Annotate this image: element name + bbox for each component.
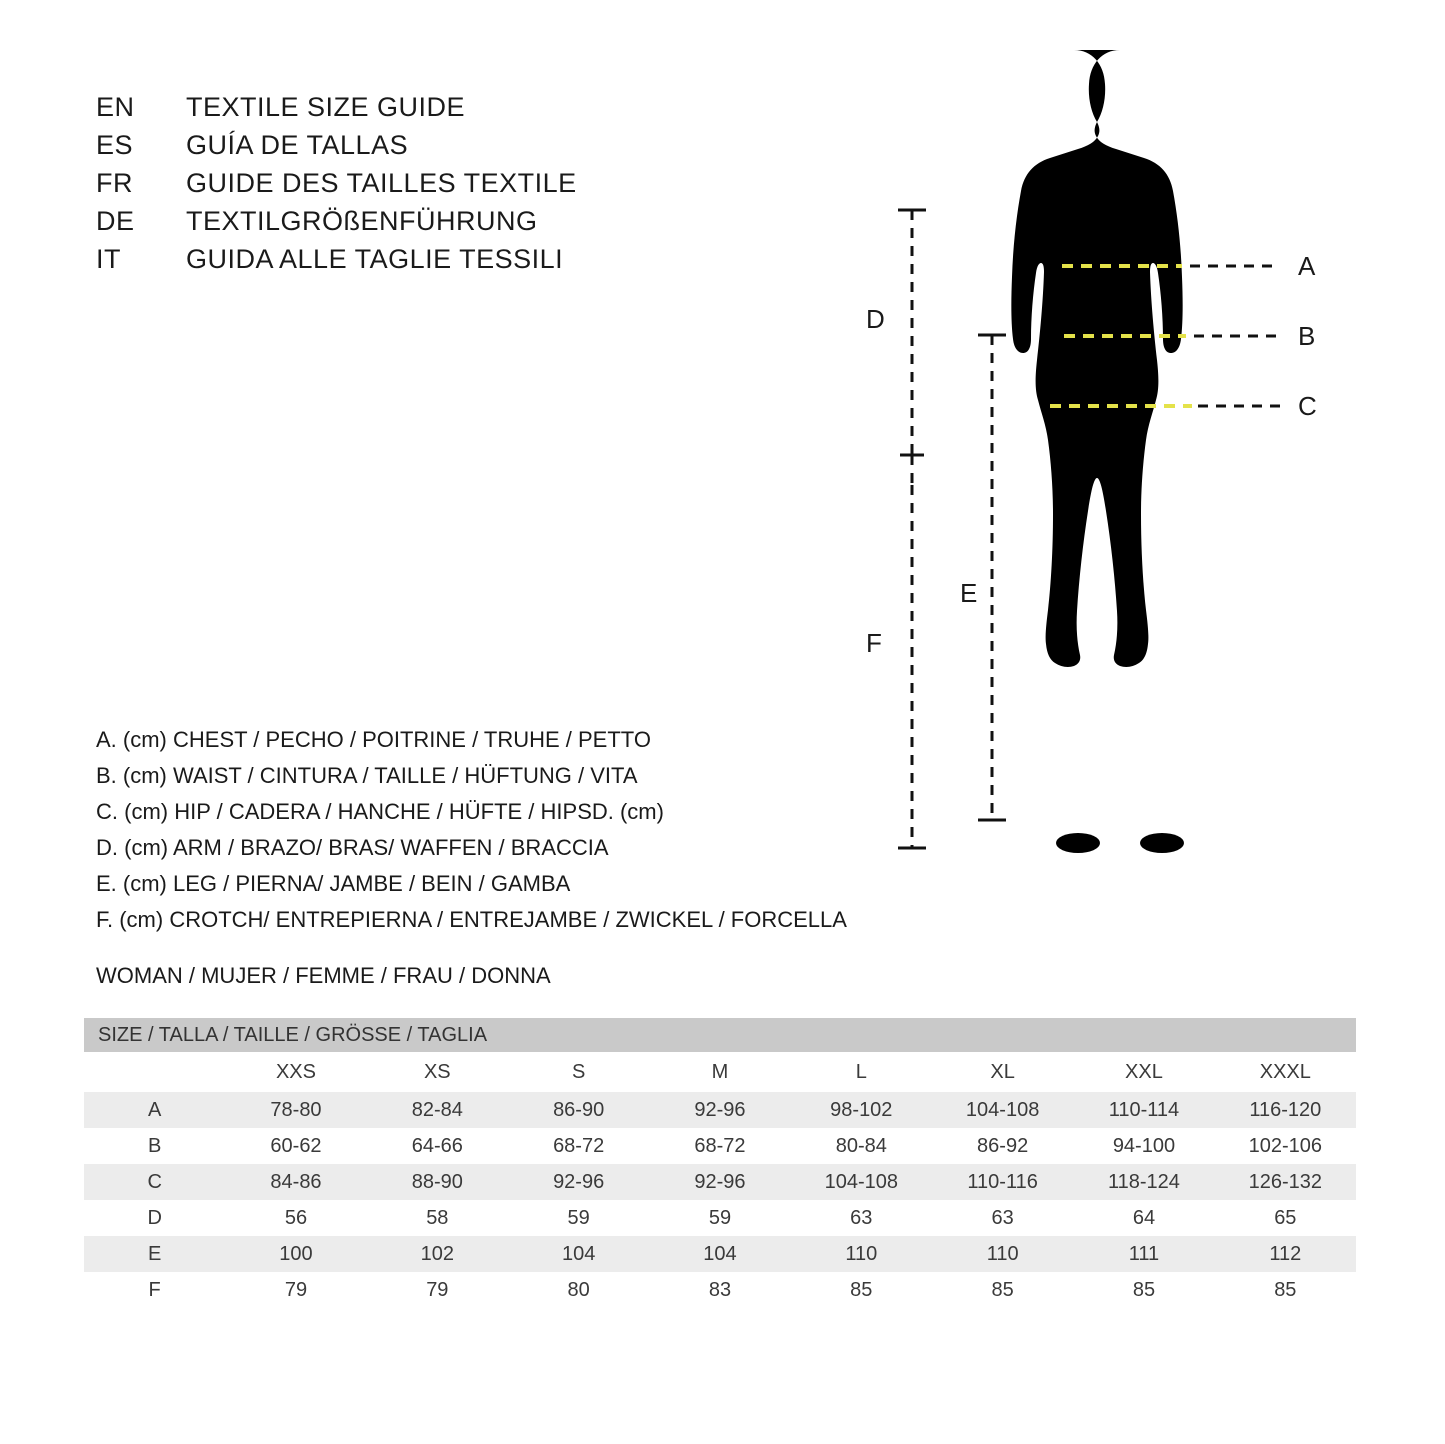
cell-c-m: 92-96 [649,1164,790,1200]
title-text-it: GUIDA ALLE TAGLIE TESSILI [186,244,564,274]
row-label-b: B [84,1128,225,1164]
cell-c-xl: 110-116 [932,1164,1073,1200]
cell-a-m: 92-96 [649,1092,790,1128]
cell-d-s: 59 [508,1200,649,1236]
size-table-wrapper [84,1018,1356,1308]
cell-f-m: 83 [649,1272,790,1308]
cell-c-xxs: 84-86 [225,1164,366,1200]
legend-block [96,722,896,938]
cell-c-xxl: 118-124 [1073,1164,1214,1200]
cell-e-xl: 110 [932,1236,1073,1272]
cell-b-xs: 64-66 [367,1128,508,1164]
cell-d-l: 63 [791,1200,932,1236]
cell-b-s: 68-72 [508,1128,649,1164]
size-table [84,1018,1356,1308]
table-row [84,1200,1356,1236]
size-col-s: S [508,1052,649,1092]
cell-b-xl: 86-92 [932,1128,1073,1164]
measurement-leaders [1190,266,1280,406]
cell-d-xxxl: 65 [1215,1200,1356,1236]
table-header-row [84,1018,1356,1052]
cell-f-xs: 79 [367,1272,508,1308]
size-col-xxxl: XXXL [1215,1052,1356,1092]
size-col-m: M [649,1052,790,1092]
title-text-es: GUÍA DE TALLAS [186,130,409,160]
measurement-labels [1298,251,1317,421]
cell-a-s: 86-90 [508,1092,649,1128]
cell-d-m: 59 [649,1200,790,1236]
row-label-c: C [84,1164,225,1200]
size-col-xxl: XXL [1073,1052,1214,1092]
label-F: F [866,628,882,658]
cell-a-xs: 82-84 [367,1092,508,1128]
bracket-F [898,485,926,848]
row-label-a: A [84,1092,225,1128]
bracket-D [898,210,926,485]
cell-d-xxs: 56 [225,1200,366,1236]
title-row-it [96,244,716,282]
label-A: A [1298,251,1316,281]
title-lang-fr: FR [96,168,133,198]
cell-a-l: 98-102 [791,1092,932,1128]
cell-f-s: 80 [508,1272,649,1308]
title-block [96,92,716,282]
cell-c-s: 92-96 [508,1164,649,1200]
body-measurement-diagram [820,40,1400,920]
title-row-fr [96,168,716,206]
cell-f-l: 85 [791,1272,932,1308]
legend-item-c: C. (cm) HIP / CADERA / HANCHE / HÜFTE / HIPSD. (cm) [96,799,664,824]
table-row [84,1236,1356,1272]
table-sizes-row [84,1052,1356,1092]
cell-e-l: 110 [791,1236,932,1272]
cell-b-l: 80-84 [791,1128,932,1164]
cell-a-xxs: 78-80 [225,1092,366,1128]
cell-d-xs: 58 [367,1200,508,1236]
table-row [84,1272,1356,1308]
size-col-xs: XS [367,1052,508,1092]
label-E: E [960,578,978,608]
title-row-de [96,206,716,244]
cell-b-xxl: 94-100 [1073,1128,1214,1164]
table-header-label: SIZE / TALLA / TAILLE / GRÖSSE / TAGLIA [84,1018,1356,1052]
title-text-de: TEXTILGRÖßENFÜHRUNG [186,206,538,236]
gender-label: WOMAN / MUJER / FEMME / FRAU / DONNA [96,963,551,988]
title-lang-de: DE [96,206,135,236]
cell-d-xxl: 64 [1073,1200,1214,1236]
cell-e-m: 104 [649,1236,790,1272]
cell-b-xxxl: 102-106 [1215,1128,1356,1164]
title-row-es [96,130,716,168]
table-row [84,1164,1356,1200]
title-lang-en: EN [96,92,135,122]
title-text-en: TEXTILE SIZE GUIDE [186,92,466,122]
cell-e-xs: 102 [367,1236,508,1272]
legend-item-f: F. (cm) CROTCH/ ENTREPIERNA / ENTREJAMBE / ZWICKEL / FORCELLA [96,907,847,932]
title-lang-it: IT [96,244,121,274]
cell-e-xxs: 100 [225,1236,366,1272]
title-text-fr: GUIDE DES TAILLES TEXTILE [186,168,577,198]
table-row [84,1092,1356,1128]
sizes-row-corner [84,1052,225,1092]
cell-e-s: 104 [508,1236,649,1272]
legend-item-b: B. (cm) WAIST / CINTURA / TAILLE / HÜFTUNG / VITA [96,763,638,788]
title-row-en [96,92,716,130]
size-col-xxs: XXS [225,1052,366,1092]
cell-a-xxxl: 116-120 [1215,1092,1356,1128]
female-silhouette [1011,50,1184,853]
table-row [84,1128,1356,1164]
cell-f-xxs: 79 [225,1272,366,1308]
size-col-xl: XL [932,1052,1073,1092]
cell-a-xxl: 110-114 [1073,1092,1214,1128]
row-label-e: E [84,1236,225,1272]
bracket-E [978,335,1006,820]
legend-item-a: A. (cm) CHEST / PECHO / POITRINE / TRUHE / PETTO [96,727,651,752]
row-label-d: D [84,1200,225,1236]
legend-item-d: D. (cm) ARM / BRAZO/ BRAS/ WAFFEN / BRACCIA [96,835,609,860]
label-C: C [1298,391,1317,421]
title-lang-es: ES [96,130,134,160]
cell-a-xl: 104-108 [932,1092,1073,1128]
legend-item-e: E. (cm) LEG / PIERNA/ JAMBE / BEIN / GAMBA [96,871,571,896]
row-label-f: F [84,1272,225,1308]
cell-f-xxxl: 85 [1215,1272,1356,1308]
label-D: D [866,304,885,334]
cell-b-xxs: 60-62 [225,1128,366,1164]
cell-c-xs: 88-90 [367,1164,508,1200]
cell-d-xl: 63 [932,1200,1073,1236]
size-col-l: L [791,1052,932,1092]
cell-f-xxl: 85 [1073,1272,1214,1308]
cell-f-xl: 85 [932,1272,1073,1308]
label-B: B [1298,321,1316,351]
cell-b-m: 68-72 [649,1128,790,1164]
cell-e-xxl: 111 [1073,1236,1214,1272]
cell-c-xxxl: 126-132 [1215,1164,1356,1200]
cell-c-l: 104-108 [791,1164,932,1200]
cell-e-xxxl: 112 [1215,1236,1356,1272]
